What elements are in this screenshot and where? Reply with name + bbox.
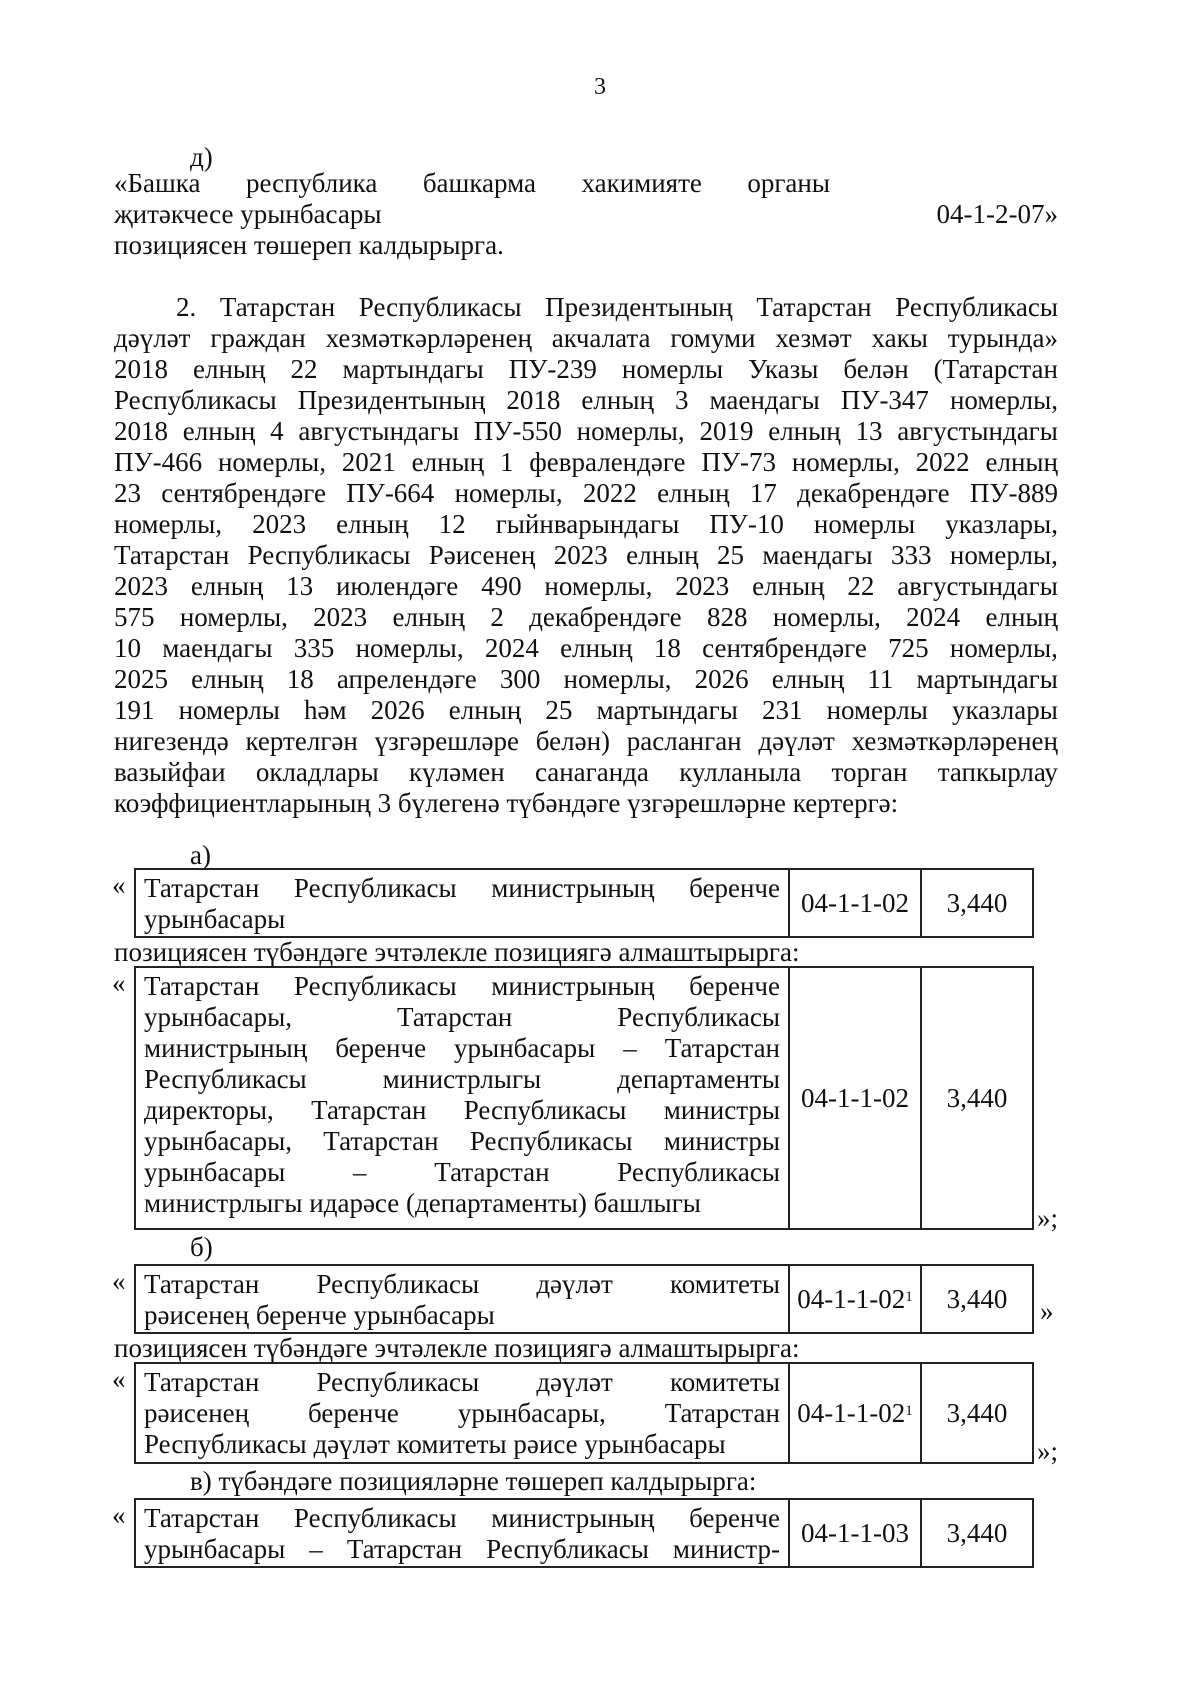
description-line	[144, 1367, 780, 1398]
table-b2-code-text: 04-1-1-02	[797, 1397, 906, 1428]
word: Татарстан	[144, 1269, 260, 1299]
word: елның	[771, 664, 845, 694]
word: номерлы,	[791, 447, 900, 477]
paragraph-line	[114, 602, 1058, 633]
word: дәүләт	[536, 1367, 613, 1397]
table-b1	[134, 1264, 1034, 1334]
word: 1	[499, 447, 514, 477]
word: номерлы,	[454, 478, 563, 508]
paragraph-line	[114, 633, 1058, 664]
word: елның	[657, 478, 730, 508]
word: урынбасары,	[144, 1002, 292, 1032]
word: елның	[411, 447, 485, 477]
word: үзгәрешләре	[374, 726, 520, 756]
table-b2-code	[788, 1364, 920, 1462]
word: коэффициентларының 3 бүлегенә түбәндәге үзгәрешләрне кертергә:	[114, 788, 899, 818]
word: департаменты	[617, 1064, 780, 1094]
word: Республикасы	[293, 1503, 457, 1533]
word: ПУ-73	[701, 447, 776, 477]
table-v-description	[136, 1500, 788, 1566]
word: ПУ-664	[346, 478, 435, 508]
word: 25	[545, 695, 573, 725]
table-a1-description	[136, 870, 788, 936]
word: Республикасы	[247, 540, 411, 570]
word: 2023	[675, 571, 730, 601]
open-quote: «	[112, 968, 126, 998]
table-b1-coefficient: 3,440	[920, 1266, 1032, 1332]
word: комитеты	[669, 1269, 780, 1299]
table-v-coefficient: 3,440	[920, 1500, 1032, 1566]
word: турында»	[947, 323, 1058, 353]
word: Республикасы	[486, 1534, 649, 1564]
word: окладлары	[255, 757, 379, 787]
word: хакимияте	[581, 168, 702, 198]
word: хезмәт	[775, 323, 852, 353]
word: ПУ-347	[840, 385, 929, 415]
word: министрлыгы	[382, 1064, 542, 1094]
word: елның	[768, 416, 841, 446]
word: 22	[290, 354, 318, 384]
word: ПУ-550	[473, 416, 562, 446]
word: директоры,	[144, 1095, 274, 1125]
word: 2023	[114, 571, 168, 601]
word: номерлы	[813, 509, 916, 539]
word: елның	[190, 571, 264, 601]
paragraph-line	[114, 509, 1058, 540]
word: августындагы	[897, 416, 1058, 446]
word: 4	[270, 416, 284, 446]
word: тапкырлау	[937, 757, 1058, 787]
word: урынбасары	[144, 904, 286, 934]
word: апрелендәге	[336, 664, 477, 694]
word: 2.	[176, 292, 197, 322]
word: номерлы,	[544, 571, 653, 601]
word: беренче	[689, 873, 780, 903]
word: елның	[192, 354, 266, 384]
word: сентябрендәге	[161, 478, 326, 508]
word: Татарстан	[323, 1126, 439, 1156]
word: июлендәге	[335, 571, 459, 601]
word: номерлы,	[114, 509, 223, 539]
word: 333	[891, 540, 932, 570]
word: беренче	[689, 1503, 780, 1533]
paragraph-line	[114, 447, 1058, 478]
close-quote: »;	[1037, 1203, 1059, 1233]
word: Татарстан	[144, 1367, 260, 1397]
word: Республикасы	[114, 385, 277, 415]
word: Республикасы	[316, 1269, 480, 1299]
paragraph-line	[114, 757, 1058, 788]
word: органы	[747, 168, 830, 198]
word: Республикасы дәүләт комитеты рәисе урынбасары	[144, 1429, 726, 1459]
word: 17	[749, 478, 777, 508]
word: 25	[716, 540, 744, 570]
open-quote: «	[112, 870, 126, 900]
word: 2026	[370, 695, 425, 725]
word: Республикасы	[463, 1095, 627, 1125]
word: елның	[985, 447, 1058, 477]
table-b2-description	[136, 1364, 788, 1462]
table-b1-code-superscript: 1	[905, 1288, 913, 1305]
word: 13	[286, 571, 314, 601]
paragraph-line	[114, 726, 1058, 757]
word: рәисенең	[144, 1398, 250, 1428]
word: 191	[114, 695, 155, 725]
word: 18	[286, 664, 314, 694]
description-line	[144, 971, 780, 1002]
word: урынбасары	[144, 1534, 286, 1564]
word: хакы	[871, 323, 928, 353]
table-b2-code-superscript: 1	[905, 1402, 913, 1419]
word: 828	[707, 602, 748, 632]
word: 2018	[114, 416, 168, 446]
word: номерлы,	[949, 540, 1058, 570]
word: Татарстан	[397, 1002, 513, 1032]
description-line	[144, 1503, 780, 1534]
word: Республикасы	[895, 292, 1058, 322]
word: нигезендә	[114, 726, 229, 756]
replace-text-1: позициясен түбәндәге эчтәлекле позициягә алмаштырырга:	[114, 937, 800, 967]
word: белән	[843, 354, 909, 384]
description-line	[144, 904, 780, 935]
word: ПУ-466	[114, 447, 203, 477]
word: маендагы	[162, 633, 273, 663]
word: февралендәге	[529, 447, 686, 477]
word: дәүләт	[114, 323, 191, 353]
label-a: а)	[190, 840, 211, 870]
word: Республикасы	[144, 1064, 307, 1094]
description-line	[144, 1534, 780, 1565]
paragraph-line	[114, 664, 1058, 695]
word: Татарстан	[664, 1033, 780, 1063]
description-line	[144, 1157, 780, 1188]
word: 2023	[553, 540, 608, 570]
word: Татарстан	[434, 1157, 550, 1187]
word: маендагы	[762, 540, 873, 570]
word: номерлы,	[949, 633, 1058, 663]
word: беренче	[689, 971, 780, 1001]
paragraph-line	[114, 292, 1058, 323]
word: 2024	[906, 602, 961, 632]
word: кулланыла	[679, 757, 802, 787]
word: урынбасары	[454, 1033, 596, 1063]
word: министрының	[491, 1503, 655, 1533]
word: елның	[336, 509, 409, 539]
item-d-label: д)	[190, 142, 213, 172]
word: маендагы	[709, 385, 820, 415]
paragraph-line	[114, 385, 1058, 416]
open-quote: «	[112, 1364, 126, 1394]
word: номерлы,	[949, 385, 1058, 415]
word: Указы	[748, 354, 819, 384]
word: рәисенең беренче урынбасары	[144, 1300, 495, 1330]
open-quote: «	[112, 1266, 126, 1296]
table-b1-code-text: 04-1-1-02	[797, 1283, 906, 1314]
word: номерлы,	[563, 664, 672, 694]
description-line	[144, 1095, 780, 1126]
word: елның	[448, 695, 522, 725]
word: вазыйфаи	[114, 757, 226, 787]
word: 335	[293, 633, 335, 663]
word: Президентының	[297, 385, 486, 415]
word: 2026	[694, 664, 749, 694]
description-line	[144, 1033, 780, 1064]
word: министр-	[672, 1534, 780, 1564]
word: 490	[481, 571, 522, 601]
word: 2	[490, 602, 504, 632]
word: мартындагы	[342, 354, 484, 384]
word: Татарстан	[756, 292, 872, 322]
word: (Татарстан	[933, 354, 1058, 384]
table-b1-code	[788, 1266, 920, 1332]
paragraph-line	[114, 540, 1058, 571]
paragraph-line	[114, 354, 1058, 385]
word: 725	[888, 633, 929, 663]
word: башкарма	[422, 168, 536, 198]
word: министрының	[144, 1033, 308, 1063]
word: номерлы	[826, 695, 928, 725]
word: августындагы	[298, 416, 459, 446]
description-line	[144, 1398, 780, 1429]
word: Республикасы	[293, 971, 457, 1001]
word: Республикасы	[293, 873, 457, 903]
word: Татарстан	[144, 971, 260, 1001]
item-d-line3: позициясен төшереп калдырырга.	[114, 230, 504, 260]
word: 2022	[582, 478, 637, 508]
word: 300	[499, 664, 541, 694]
item-d-line2-left: җитәкчесе урынбасары	[114, 199, 382, 229]
word: Республикасы	[316, 1367, 480, 1397]
word: «Башка	[114, 168, 201, 198]
item-d-line2-code: 04-1-2-07»	[936, 199, 1058, 229]
table-b2-coefficient: 3,440	[920, 1364, 1032, 1462]
word: 11	[867, 664, 894, 694]
word: 2018	[506, 385, 561, 415]
word: 2023	[252, 509, 307, 539]
word: Татарстан	[346, 1534, 463, 1564]
word: урынбасары,	[144, 1126, 292, 1156]
word: –	[353, 1157, 367, 1187]
description-line	[144, 1002, 780, 1033]
word: министрының	[491, 873, 655, 903]
word: 2021	[341, 447, 396, 477]
word: ПУ-889	[969, 478, 1058, 508]
paragraph-2	[114, 292, 1058, 819]
word: министрының	[491, 971, 655, 1001]
page-number: 3	[594, 74, 606, 100]
paragraph-line	[114, 788, 1058, 819]
description-line	[144, 1064, 780, 1095]
word: урынбасары,	[457, 1398, 606, 1428]
table-a2-code: 04-1-1-02	[788, 968, 920, 1228]
description-line	[144, 1269, 780, 1300]
description-line	[144, 1126, 780, 1157]
word: номерлы	[178, 695, 280, 725]
word: министры	[663, 1095, 780, 1125]
word: Татарстан	[144, 1503, 260, 1533]
item-d-line1	[114, 168, 830, 199]
close-quote: »	[1040, 1296, 1054, 1326]
word: Татарстан	[219, 292, 336, 322]
description-line	[144, 1188, 780, 1219]
word: ПУ-239	[508, 354, 597, 384]
word: елның	[560, 633, 633, 663]
word: номерлы,	[355, 633, 464, 663]
word: 2024	[484, 633, 539, 663]
word: 22	[847, 571, 875, 601]
label-v: в) түбәндәге позицияләрне төшереп калдырырга:	[190, 1466, 757, 1496]
word: Татарстан	[144, 873, 260, 903]
table-a2-description	[136, 968, 788, 1228]
word: расланган	[626, 726, 742, 756]
table-a2	[134, 966, 1034, 1230]
word: декабрендәге	[529, 602, 682, 632]
word: елның	[626, 540, 699, 570]
word: елның	[191, 664, 264, 694]
word: елның	[182, 416, 256, 446]
word: Татарстан	[114, 540, 230, 570]
word: министрлыгы идарәсе (департаменты) башлыгы	[144, 1188, 701, 1218]
word: хезмәткәрләренең	[851, 726, 1058, 756]
word: декабрендәге	[797, 478, 950, 508]
table-a1-code: 04-1-1-02	[788, 870, 920, 936]
word: Республикасы	[358, 292, 522, 322]
word: 2023	[313, 602, 368, 632]
word: хезмәткәрләренең	[325, 323, 532, 353]
word: Татарстан	[311, 1095, 427, 1125]
word: номерлы,	[576, 416, 685, 446]
table-v-code: 04-1-1-03	[788, 1500, 920, 1566]
word: урынбасары	[144, 1157, 286, 1187]
open-quote: «	[112, 1500, 126, 1530]
table-b2	[134, 1362, 1034, 1464]
table-v	[134, 1498, 1034, 1568]
replace-text-2: позициясен түбәндәге эчтәлекле позициягә алмаштырырга:	[114, 1333, 800, 1363]
word: беренче	[308, 1398, 399, 1428]
word: һәм	[303, 695, 347, 725]
word: гомуми	[670, 323, 756, 353]
word: указлары,	[945, 509, 1058, 539]
word: ПУ-10	[709, 509, 784, 539]
paragraph-line	[114, 695, 1058, 726]
description-line	[144, 1300, 780, 1331]
description-line	[144, 873, 780, 904]
word: мартындагы	[596, 695, 738, 725]
word: 2019	[699, 416, 754, 446]
word: –	[623, 1033, 637, 1063]
word: белән)	[535, 726, 611, 756]
word: дәүләт	[536, 1269, 613, 1299]
word: 10	[114, 633, 141, 663]
word: 13	[855, 416, 883, 446]
table-a1	[134, 868, 1034, 938]
word: беренче	[335, 1033, 427, 1063]
word: 575	[114, 602, 155, 632]
word: республика	[245, 168, 378, 198]
word: күләмен	[409, 757, 505, 787]
word: сентябрендәге	[702, 633, 867, 663]
word: 23	[114, 478, 141, 508]
word: акчалата	[551, 323, 651, 353]
word: Республикасы	[617, 1157, 780, 1187]
word: елның	[392, 602, 465, 632]
word: августындагы	[897, 571, 1058, 601]
word: номерлы,	[217, 447, 326, 477]
close-quote: »;	[1037, 1436, 1059, 1466]
word: санаганда	[534, 757, 649, 787]
word: 18	[653, 633, 681, 663]
label-b: б)	[190, 1232, 213, 1262]
word: Президентының	[545, 292, 733, 322]
word: номерлы,	[179, 602, 288, 632]
word: мартындагы	[916, 664, 1058, 694]
table-b1-description	[136, 1266, 788, 1332]
table-a2-coefficient: 3,440	[920, 968, 1032, 1228]
word: указлары	[951, 695, 1058, 725]
word: елның	[581, 385, 654, 415]
word: дәүләт	[758, 726, 835, 756]
word: 2022	[915, 447, 970, 477]
word: кертелгән	[245, 726, 358, 756]
word: Татарстан	[664, 1398, 780, 1428]
word: Рәисенең	[428, 540, 536, 570]
word: елның	[752, 571, 825, 601]
word: елның	[985, 602, 1058, 632]
word: граждан	[210, 323, 306, 353]
word: Республикасы	[617, 1002, 780, 1032]
word: министры	[663, 1126, 780, 1156]
paragraph-line	[114, 416, 1058, 447]
word: Республикасы	[469, 1126, 633, 1156]
paragraph-line	[114, 323, 1058, 354]
word: 2018	[114, 354, 168, 384]
word: гыйнварындагы	[495, 509, 680, 539]
word: торган	[831, 757, 908, 787]
word: 231	[761, 695, 803, 725]
word: комитеты	[669, 1367, 780, 1397]
word: 2025	[114, 664, 168, 694]
description-line	[144, 1429, 780, 1460]
paragraph-line	[114, 478, 1058, 509]
paragraph-line	[114, 571, 1058, 602]
table-a1-coefficient: 3,440	[920, 870, 1032, 936]
word: –	[309, 1534, 323, 1564]
word: 12	[438, 509, 466, 539]
word: 3	[674, 385, 689, 415]
word: номерлы	[621, 354, 724, 384]
word: номерлы,	[772, 602, 881, 632]
